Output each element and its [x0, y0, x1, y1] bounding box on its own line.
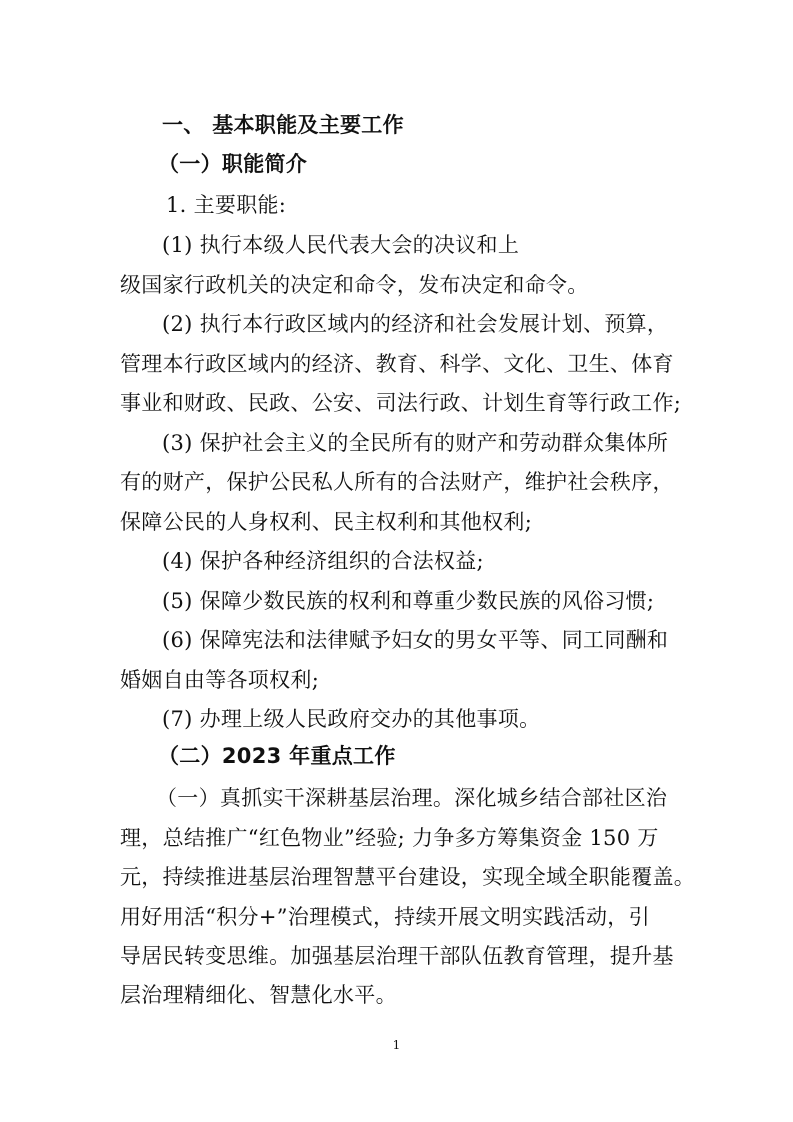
duty-line: 级国家行政机关的决定和命令，发布决定和命令。 [120, 273, 589, 297]
key-work-line: 层治理精细化、智慧化水平。 [120, 983, 397, 1007]
duty-line: (3) 保护社会主义的全民所有的财产和劳动群众集体所 [162, 431, 669, 455]
duty-line: 有的财产，保护公民私人所有的合法财产，维护社会秩序， [120, 470, 674, 494]
duty-line: 婚姻自由等各项权利; [120, 668, 320, 692]
duty-line: (4) 保护各种经济组织的合法权益; [162, 549, 484, 573]
key-work-line: 理，总结推广“红色物业”经验; 力争多方筹集资金 150 万 [120, 826, 659, 850]
key-work-line: 元，持续推进基层治理智慧平台建设，实现全域全职能覆盖。 [120, 865, 696, 889]
section-heading: 一、 基本职能及主要工作 [162, 113, 404, 137]
page-number: 1 [392, 1038, 401, 1052]
duty-line: (1) 执行本级人民代表大会的决议和上 [162, 233, 520, 257]
duty-line: (6) 保障宪法和法律赋予妇女的男女平等、同工同酬和 [162, 628, 669, 652]
duty-line: 事业和财政、民政、公安、司法行政、计划生育等行政工作; [120, 391, 682, 415]
key-work-line: 导居民转变思维。加强基层治理干部队伍教育管理，提升基 [120, 944, 674, 968]
duty-line: (2) 执行本行政区域内的经济和社会发展计划、预算， [162, 312, 669, 336]
duty-line: 管理本行政区域内的经济、教育、科学、文化、卫生、体育 [120, 352, 674, 376]
duty-line: (5) 保障少数民族的权利和尊重少数民族的风俗习惯; [162, 589, 655, 613]
key-work-line: 用好用活“积分+”治理模式，持续开展文明实践活动，引 [120, 905, 650, 929]
duty-line: (7) 办理上级人民政府交办的其他事项。 [162, 707, 541, 731]
duty-line: 保障公民的人身权利、民主权利和其他权利; [120, 510, 533, 534]
subsection-heading-functions: （一）职能简介 [158, 152, 308, 176]
main-functions-label: 1. 主要职能: [166, 193, 287, 217]
subsection-heading-key-work: （二）2023 年重点工作 [158, 744, 396, 768]
key-work-line: （一）真抓实干深耕基层治理。深化城乡结合部社区治 [156, 786, 668, 810]
